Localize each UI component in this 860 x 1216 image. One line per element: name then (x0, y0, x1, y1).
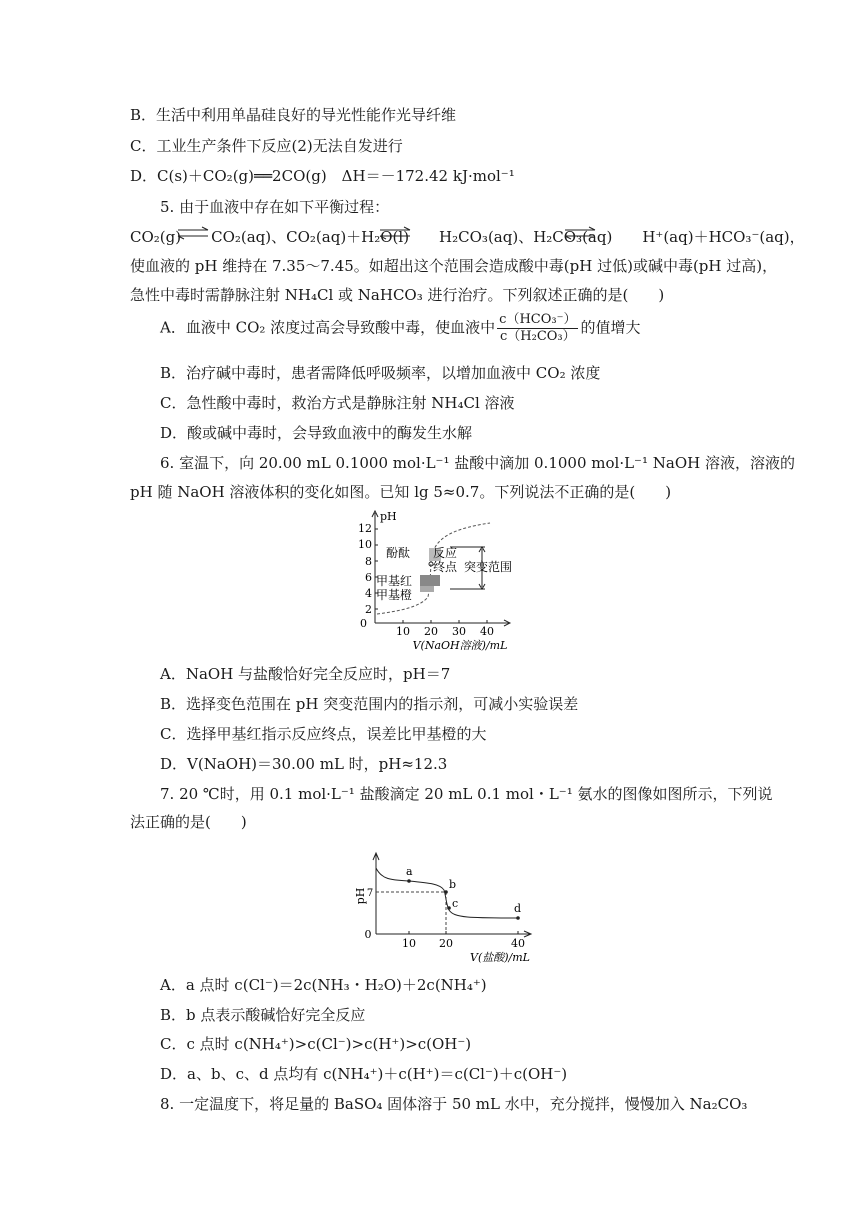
y-tick-7: 7 (366, 888, 374, 899)
y-tick-2: 2 (365, 603, 372, 616)
fraction-denominator: c（H₂CO₃） (499, 329, 576, 344)
q5-stem-line3: 急性中毒时需静脉注射 NH₄Cl 或 NaHCO₃ 进行治疗。下列叙述正确的是( ) (130, 286, 665, 304)
methyl-red-label: 甲基红 (376, 574, 413, 588)
q6-stem-line1: 6. 室温下，向 20.00 mL 0.1000 mol·L⁻¹ 盐酸中滴加 0.1000 mol·L⁻¹ NaOH 溶液，溶液的 (160, 454, 795, 472)
y-tick-12: 12 (358, 522, 372, 535)
x-axis-label: V(盐酸)/mL (470, 951, 530, 964)
y-axis-label: pH (380, 510, 397, 523)
x-tick-40: 40 (480, 625, 494, 638)
q4-option-d: D．C(s)＋CO₂(g)══2CO(g) ΔH＝－172.42 kJ·mol⁻¹ (130, 167, 515, 185)
q7-option-b: B．b 点表示酸碱恰好完全反应 (160, 1006, 366, 1024)
x-axis-label: V(NaOH溶液)/mL (412, 639, 508, 652)
x-tick-10: 10 (396, 625, 410, 638)
fraction-numerator: c（HCO₃⁻） (499, 312, 577, 327)
y-axis-label: pH (354, 887, 367, 905)
q4-option-c: C．工业生产条件下反应(2)无法自发进行 (130, 137, 403, 155)
x-tick-10: 10 (402, 937, 416, 950)
ammonia-titration-figure (350, 848, 540, 966)
jump-range-label: 突变范围 (464, 560, 513, 574)
x-tick-20: 20 (424, 625, 438, 638)
y-tick-labels (358, 522, 372, 630)
q6-option-b: B．选择变色范围在 pH 突变范围内的指示剂，可减小实验误差 (160, 695, 579, 713)
q7-stem-line1: 7. 20 ℃时，用 0.1 mol·L⁻¹ 盐酸滴定 20 mL 0.1 mol・L⁻¹ 氨水的图像如图所示，下列说 (160, 785, 773, 803)
y-tick-10: 10 (358, 538, 372, 551)
endpoint-label: 终点 (433, 560, 458, 574)
point-c (447, 906, 451, 910)
methyl-red-range-bar (420, 575, 440, 586)
point-a (407, 879, 411, 883)
x-tick-labels (396, 625, 494, 638)
point-d (516, 916, 520, 920)
q6-option-d: D．V(NaOH)＝30.00 mL 时，pH≈12.3 (160, 755, 448, 773)
x-tick-labels (402, 937, 525, 950)
q7-option-c: C．c 点时 c(NH₄⁺)>c(Cl⁻)>c(H⁺)>c(OH⁻) (160, 1035, 472, 1053)
q6-stem-line2: pH 随 NaOH 溶液体积的变化如图。已知 lg 5≈0.7。下列说法不正确的是( ) (130, 483, 672, 501)
q5-option-d: D．酸或碱中毒时，会导致血液中的酶发生水解 (160, 424, 473, 442)
y-tick-0: 0 (360, 617, 367, 630)
q7-option-a: A．a 点时 c(Cl⁻)＝2c(NH₃・H₂O)＋2c(NH₄⁺) (160, 976, 487, 994)
q5-option-b: B．治疗碱中毒时，患者需降低呼吸频率，以增加血液中 CO₂ 浓度 (160, 364, 601, 382)
methyl-orange-range-bar (420, 586, 434, 592)
q7-stem-line2: 法正确的是( ) (130, 813, 247, 831)
y-tick-4: 4 (365, 587, 372, 600)
point-c-label: c (452, 897, 459, 910)
x-tick-30: 30 (452, 625, 466, 638)
reaction-label: 反应 (433, 546, 458, 560)
q6-option-c: C．选择甲基红指示反应终点，误差比甲基橙的大 (160, 725, 487, 743)
point-b-label: b (449, 878, 457, 891)
q5-equilibrium-line: CO₂(g) CO₂(aq)、CO₂(aq)＋H₂O(l) H₂CO₃(aq)、H₂CO₃(aq) H⁺(aq)＋HCO₃⁻(aq)， (130, 228, 805, 246)
q5-option-a-text: A．血液中 CO₂ 浓度过高会导致酸中毒，使血液中 (160, 318, 496, 337)
point-d-label: d (514, 902, 522, 915)
x-tick-40: 40 (511, 937, 525, 950)
equilibrium-arrows (0, 0, 860, 260)
phenolphthalein-label: 酚酞 (386, 546, 411, 560)
q5-option-a-suffix: 的值增大 (580, 318, 641, 337)
q4-option-b: B．生活中利用单晶硅良好的导光性能作光导纤维 (130, 106, 457, 124)
y-tick-6: 6 (365, 571, 372, 584)
point-b (444, 890, 448, 894)
methyl-orange-label: 甲基橙 (376, 588, 413, 602)
concentration-ratio-fraction (497, 312, 578, 345)
q5-option-a (160, 312, 640, 345)
q5-stem-line1: 5. 由于血液中存在如下平衡过程： (160, 198, 390, 216)
q5-stem-line2: 使血液的 pH 维持在 7.35～7.45。如超出这个范围会造成酸中毒(pH 过低)或碱中毒(pH 过高)， (130, 257, 778, 275)
titration-curve-figure (340, 505, 550, 655)
y-tick-8: 8 (365, 555, 372, 568)
q6-option-a: A．NaOH 与盐酸恰好完全反应时，pH＝7 (160, 665, 451, 683)
q8-stem-line1: 8. 一定温度下，将足量的 BaSO₄ 固体溶于 50 mL 水中，充分搅拌，慢慢加入 Na₂CO₃ (160, 1095, 748, 1113)
origin-label: 0 (364, 928, 372, 941)
x-tick-20: 20 (439, 937, 453, 950)
q5-option-c: C．急性酸中毒时，救治方式是静脉注射 NH₄Cl 溶液 (160, 394, 515, 412)
point-a-label: a (406, 865, 413, 878)
q7-option-d: D．a、b、c、d 点均有 c(NH₄⁺)＋c(H⁺)＝c(Cl⁻)＋c(OH⁻) (160, 1065, 568, 1083)
